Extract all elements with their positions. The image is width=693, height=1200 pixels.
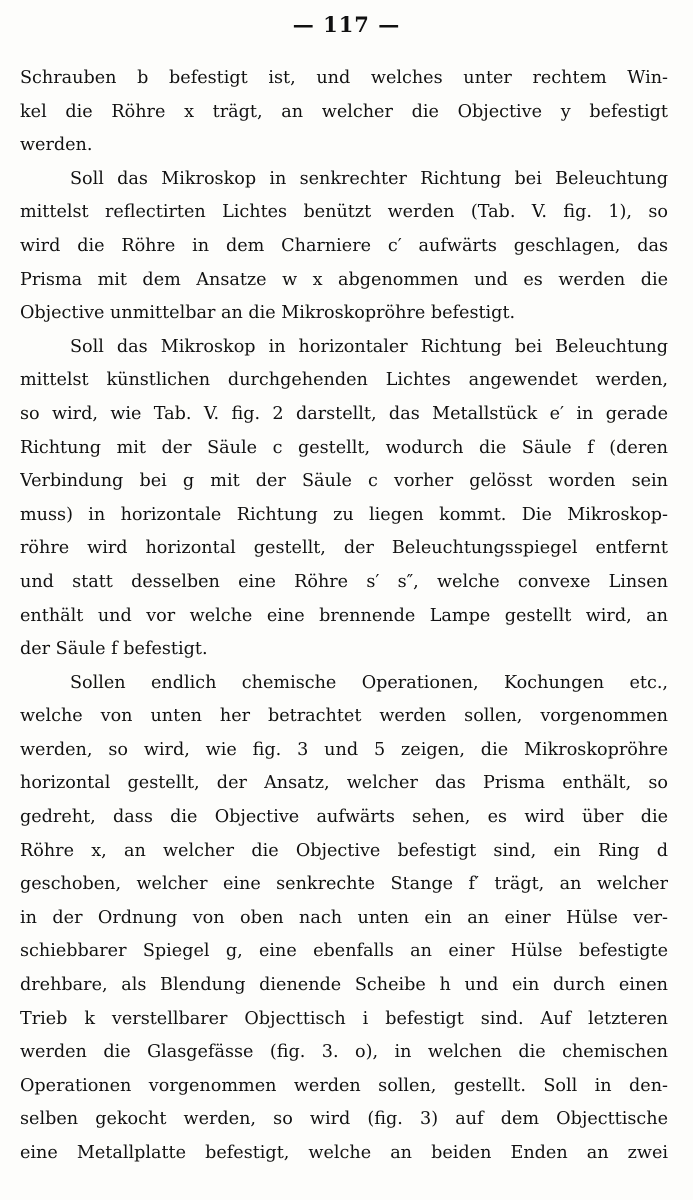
text-line: drehbare, als Blendung dienende Scheibe h und ein durch einen xyxy=(20,975,668,996)
text-line: enthält und vor welche eine brennende Lampe gestellt wird, an xyxy=(20,605,668,626)
text-line: so wird, wie Tab. V. fig. 2 darstellt, das Metallstück e′ in gerade xyxy=(20,403,668,424)
body-text xyxy=(20,62,668,1171)
text-line: wird die Röhre in dem Charniere c′ aufwärts geschlagen, das xyxy=(20,235,668,256)
text-line: werden, so wird, wie fig. 3 und 5 zeigen, die Mikroskopröhre xyxy=(20,739,668,760)
page-number: — 117 — xyxy=(292,12,401,37)
text-line: Soll das Mikroskop in horizontaler Richtung bei Beleuchtung xyxy=(70,336,668,357)
text-line: horizontal gestellt, der Ansatz, welcher das Prisma enthält, so xyxy=(20,773,668,794)
text-line: röhre wird horizontal gestellt, der Beleuchtungsspiegel entfernt xyxy=(20,538,668,559)
text-line: mittelst reflectirten Lichtes benützt werden (Tab. V. fig. 1), so xyxy=(20,202,668,223)
text-line: eine Metallplatte befestigt, welche an beiden Enden an zwei xyxy=(20,1143,668,1163)
text-line: Schrauben b befestigt ist, und welches unter rechtem Win- xyxy=(20,68,668,88)
text-line: Objective unmittelbar an die Mikroskopröhre befestigt. xyxy=(20,303,516,324)
text-line: in der Ordnung von oben nach unten ein an einer Hülse ver- xyxy=(20,907,668,928)
text-line: Sollen endlich chemische Operationen, Kochungen etc., xyxy=(70,672,668,693)
text-line: selben gekocht werden, so wird (fig. 3) auf dem Objecttische xyxy=(20,1109,668,1130)
text-line: geschoben, welcher eine senkrechte Stange f′ trägt, an welcher xyxy=(20,874,668,895)
text-line: werden die Glasgefässe (fig. 3. o), in welchen die chemischen xyxy=(20,1042,668,1063)
text-line: Prisma mit dem Ansatze w x abgenommen und es werden die xyxy=(20,269,668,290)
text-line: und statt desselben eine Röhre s′ s″, welche convexe Linsen xyxy=(20,571,668,592)
text-line: welche von unten her betrachtet werden sollen, vorgenommen xyxy=(20,706,668,727)
text-line: Verbindung bei g mit der Säule c vorher gelösst worden sein xyxy=(20,471,668,492)
text-line: Soll das Mikroskop in senkrechter Richtung bei Beleuchtung xyxy=(70,168,668,189)
text-line: Trieb k verstellbarer Objecttisch i befestigt sind. Auf letzteren xyxy=(20,1008,668,1029)
text-line: schiebbarer Spiegel g, eine ebenfalls an einer Hülse befestigte xyxy=(20,941,668,962)
text-line: werden. xyxy=(20,135,93,156)
text-line: gedreht, dass die Objective aufwärts sehen, es wird über die xyxy=(20,807,668,828)
text-line: der Säule f befestigt. xyxy=(20,639,208,660)
text-line: Röhre x, an welcher die Objective befestigt sind, ein Ring d xyxy=(20,840,668,861)
text-line: Richtung mit der Säule c gestellt, wodurch die Säule f (deren xyxy=(20,437,668,458)
text-line: muss) in horizontale Richtung zu liegen kommt. Die Mikroskop- xyxy=(20,504,668,525)
text-line: kel die Röhre x trägt, an welcher die Objective y befestigt xyxy=(20,101,668,122)
text-line: mittelst künstlichen durchgehenden Lichtes angewendet werden, xyxy=(20,370,668,391)
text-line: Operationen vorgenommen werden sollen, gestellt. Soll in den- xyxy=(20,1075,668,1096)
